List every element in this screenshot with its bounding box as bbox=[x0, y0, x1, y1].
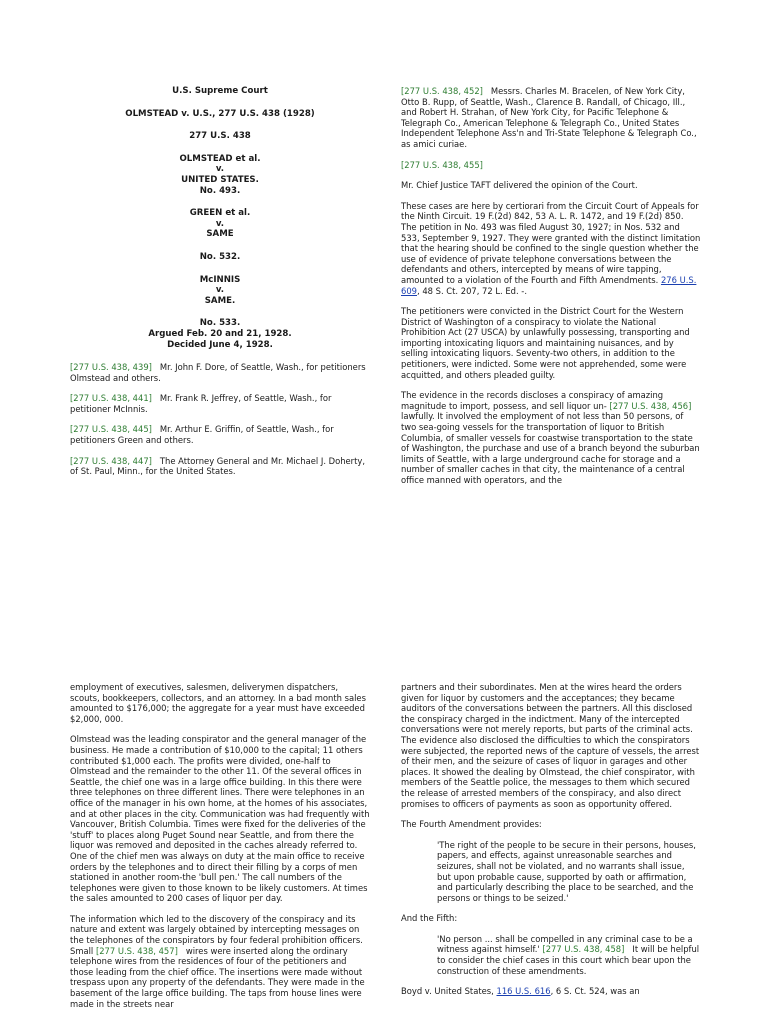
docket-number: No. 532. bbox=[199, 251, 241, 262]
case-title: OLMSTEAD v. U.S., 277 U.S. 438 (1928) bbox=[125, 108, 315, 119]
body-paragraph bbox=[401, 986, 701, 997]
body-text: The information which led to the discovery of the conspiracy and its nature and extent was largely obtained by intercepting messages on the telephones of the conspirators by four federal prohibition officers. Small bbox=[70, 913, 363, 956]
page-reference: [277 U.S. 438, 456] bbox=[609, 400, 692, 411]
counsel-paragraph bbox=[70, 456, 370, 477]
docket-number: No. 493. bbox=[199, 185, 241, 196]
page-reference: [277 U.S. 438, 458] bbox=[542, 944, 625, 955]
case-citation: 277 U.S. 438 bbox=[189, 131, 251, 142]
body-text: , 6 S. Ct. 524, was an bbox=[550, 986, 640, 997]
body-text: Boyd v. United States, bbox=[401, 986, 494, 997]
quote-text: It will be helpful to consider the chief cases in this court which bear upon the construction of these amendments. bbox=[437, 944, 700, 976]
counsel-paragraph bbox=[70, 424, 370, 445]
case-citation-link[interactable]: 276 U.S. 609 bbox=[401, 274, 697, 296]
body-text: , 48 S. Ct. 207, 72 L. Ed. -. bbox=[417, 285, 527, 296]
body-paragraph: employment of executives, salesmen, deliverymen dispatchers, scouts, bookkeepers, collectors, and an attorney. In a bad month sales amounted to $176,000; the aggregate for a year must have exceeded $2,000, 000. bbox=[70, 682, 366, 724]
fourth-amendment-quote: 'The right of the people to be secure in their persons, houses, papers, and effects, against unreasonable searches and seizures, shall not be violated, and no warrants shall issue, but upon probable cause, supported by oath or affirmation, and particularly describing the place to be searched, and the persons or things to be seized.' bbox=[437, 839, 696, 903]
amici-text: Messrs. Charles M. Bracelen, of New York City, Otto B. Rupp, of Seattle, Wash., Clarence B. Randall, of Chicago, Ill., and Robert H. Strahan, of New York City, for Pacific Telephone & Telegraph Co., American Telephone & Telegraph Co., United States Independent Telephone Ass'n and Tri-State Telephone & Telegraph Co., as amici curiae. bbox=[401, 86, 697, 149]
amici-paragraph bbox=[401, 86, 701, 150]
page-reference: [277 U.S. 438, 455] bbox=[401, 159, 483, 170]
body-text: wires were inserted along the ordinary telephone wires from the residences of four of the petitioners and those leading from the chief office. The insertions were made without trespass upon any property of the defendants. They were made in the basement of the large office building. The taps from house lines were made in the streets near bbox=[70, 945, 365, 1009]
page2-left-column bbox=[70, 682, 370, 1019]
argued-date: Argued Feb. 20 and 21, 1928. bbox=[148, 328, 292, 339]
counsel-paragraph bbox=[70, 362, 370, 383]
page-reference: [277 U.S. 438, 447] bbox=[70, 455, 152, 466]
body-text: The evidence in the records discloses a conspiracy of amazing magnitude to import, possess, and sell liquor un- bbox=[401, 390, 664, 411]
quote-text: 'No person ... shall be compelled in any criminal case to be a witness against himself.' bbox=[437, 933, 693, 955]
counsel-text: Mr. Arthur E. Griffin, of Seattle, Wash., for petitioners Green and others. bbox=[70, 424, 334, 446]
party-name: GREEN et al. bbox=[189, 208, 251, 219]
case-citation-link[interactable]: 116 U.S. 616 bbox=[496, 986, 551, 997]
page-reference: [277 U.S. 438, 452] bbox=[401, 86, 483, 96]
counsel-paragraph bbox=[70, 393, 370, 414]
page-reference: [277 U.S. 438, 445] bbox=[70, 424, 152, 435]
page-reference: [277 U.S. 438, 441] bbox=[70, 393, 152, 404]
body-text: These cases are here by certiorari from the Circuit Court of Appeals for the Ninth Circuit. 19 F.(2d) 842, 53 A. L. R. 1472, and 19 F.(2d) 850. The petition in No. 493 was filed August 30, 1927; in Nos. 532 and 533, September 9, 1927. They were granted with the distinct limitation that the hearing should be confined to the single question whether the use of evidence of private telephone conversations between the defendants and others, intercepted by means of wire tapping, amounted to a violation of the Fourth and Fifth Amendments. bbox=[401, 200, 701, 285]
versus: v. bbox=[215, 218, 225, 229]
page-reference: [277 U.S. 438, 457] bbox=[95, 945, 178, 956]
party-name: McINNIS bbox=[199, 274, 241, 285]
counsel-text: Mr. John F. Dore, of Seattle, Wash., for petitioners Olmstead and others. bbox=[70, 362, 366, 383]
amendment-intro: The Fourth Amendment provides: bbox=[401, 819, 542, 830]
party-name: OLMSTEAD et al. bbox=[179, 153, 261, 164]
party-name: SAME bbox=[206, 229, 234, 240]
body-text: lawfully. It involved the employment of not less than 50 persons, of two sea-going vessels for the transportation of liquor to British Columbia, of smaller vessels for coastwise transportation to the state of Washington, the purchase and use of a branch beyond the suburban limits of Seattle, with a large underground cache for storage and a number of smaller caches in that city, the maintenance of a central office manned with operators, and the bbox=[401, 411, 700, 485]
page-reference: [277 U.S. 438, 439] bbox=[70, 362, 152, 373]
body-paragraph bbox=[401, 201, 701, 296]
docket-number: No. 533. bbox=[199, 318, 241, 329]
page2-right-column bbox=[401, 682, 701, 1007]
document-page-2 bbox=[0, 512, 768, 1024]
body-paragraph: partners and their subordinates. Men at the wires heard the orders given for liquor by customers and the acceptances; they became auditors of the conversations between the partners. All this disclosed the conspiracy charged in the indictment. Many of the intercepted conversations were not merely reports, but parts of the criminal acts. The evidence also disclosed the difficulties to which the conspirators were subjected, the reported news of the capture of vessels, the arrest of their men, and the seizure of cases of liquor in garages and other places. It showed the dealing by Olmstead, the chief conspirator, with members of the Seattle police, the messages to them which secured the release of arrested members of the conspiracy, and also direct promises to officers of payments as soon as opportunity offered. bbox=[401, 682, 700, 809]
versus: v. bbox=[215, 164, 225, 175]
page1-right-column bbox=[401, 86, 701, 496]
court-heading: U.S. Supreme Court bbox=[172, 86, 268, 96]
body-paragraph bbox=[401, 390, 701, 485]
versus: v. bbox=[215, 285, 225, 296]
counsel-text: The Attorney General and Mr. Michael J. Doherty, of St. Paul, Minn., for the United States. bbox=[70, 455, 366, 477]
party-name: UNITED STATES. bbox=[181, 174, 259, 185]
reference-paragraph bbox=[401, 160, 701, 171]
body-paragraph: The petitioners were convicted in the District Court for the Western District of Washington of a conspiracy to violate the National Prohibition Act (27 USCA) by unlawfully possessing, transporting and importing intoxicating liquors and maintaining nuisances, and by selling intoxicating liquors. Seventy-two others, in addition to the petitioners, were indicted. Some were not apprehended, some were acquitted, and others pleaded guilty. bbox=[401, 306, 690, 380]
body-paragraph bbox=[70, 914, 370, 1009]
amendment-intro: And the Fifth: bbox=[401, 913, 458, 924]
counsel-text: Mr. Frank R. Jeffrey, of Seattle, Wash., for petitioner McInnis. bbox=[70, 393, 332, 414]
body-paragraph: Olmstead was the leading conspirator and the general manager of the business. He made a contribution of $10,000 to the capital; 11 others contributed $1,000 each. The profits were divided, one-half to Olmstead and the remainder to the other 11. Of the several offices in Seattle, the chief one was in a large office building. In this there were three telephones on three different lines. There were telephones in an office of the manager in his own home, at the homes of his associates, and at other places in the city. Communication was had frequently with Vancouver, British Columbia. Times were fixed for the deliveries of the 'stuff' to places along Puget Sound near Seattle, and from there the liquor was removed and deposited in the caches already referred to. One of the chief men was always on duty at the main office to receive orders by the telephones and to direct their filling by a corps of men stationed in another room-the 'bull pen.' The call numbers of the telephones were given to those known to be likely customers. At times the sales amounted to 200 cases of liquor per day. bbox=[70, 734, 370, 904]
opinion-intro: Mr. Chief Justice TAFT delivered the opinion of the Court. bbox=[401, 180, 638, 191]
decided-date: Decided June 4, 1928. bbox=[167, 339, 273, 350]
fifth-amendment-quote bbox=[437, 934, 701, 976]
party-name: SAME. bbox=[204, 295, 236, 306]
page1-left-column bbox=[70, 86, 370, 487]
